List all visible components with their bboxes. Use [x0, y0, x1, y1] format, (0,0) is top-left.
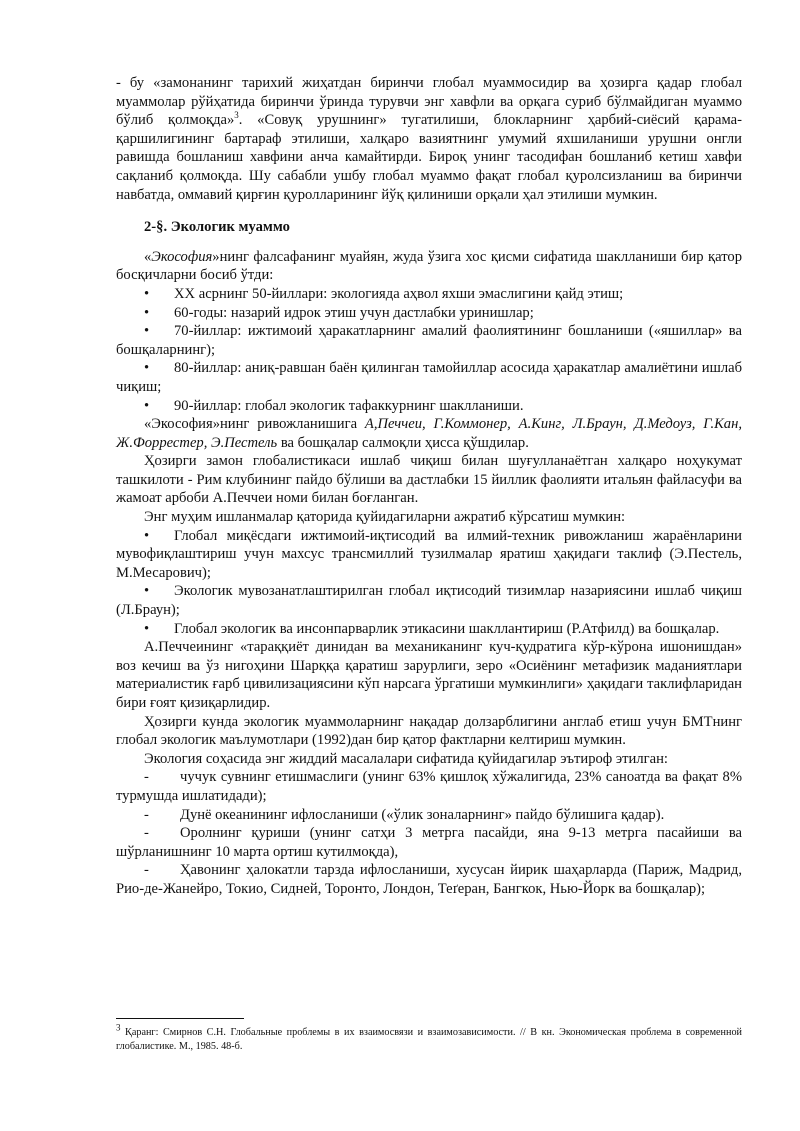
stage-text: 90-йиллар: глобал экологик тафаккурнинг шаклланиши.	[174, 397, 524, 414]
issues-intro: Экология соҳасида энг жиддий масалалари сифатида қуйидагилар эътироф этилган:	[144, 750, 668, 767]
bullet-icon: •	[144, 285, 150, 302]
section-title: 2-§. Экологик муаммо	[144, 219, 290, 236]
ecosophy-term: Экософия	[151, 248, 213, 265]
stage-text: 80-йиллар: аниқ-равшан баён қилинган тамойиллар асосида ҳаракатлар амалиётини ишлаб чиқиш;	[116, 360, 742, 395]
intro-text: - бу «замонанинг тарихий жиҳатдан биринчи глобал муаммосидир ва ҳозирга қадар глобал муаммолар рўйҳатида биринчи ўринда турувчи энг хавфли ва орқага суриб бўлмайдиган муаммо бўлиб қолмоқда»	[116, 75, 742, 129]
footnote-divider	[116, 1018, 244, 1019]
contributors-lead: «Экософия»нинг ривожланишига	[144, 416, 365, 433]
bullet-icon: •	[144, 397, 150, 414]
bullet-icon: •	[144, 620, 150, 637]
bullet-icon: •	[144, 527, 150, 544]
intro-paragraph	[116, 74, 742, 204]
contributors-tail: ва бошқалар салмоқли ҳисса қўшдилар.	[277, 434, 529, 451]
list-item	[116, 861, 742, 898]
issues-list	[116, 768, 742, 898]
issue-text: Ҳавонинг ҳалокатли тарзда ифлосланиши, хусусан йирик шаҳарларда (Париж, Мадрид, Рио-де-Жанейро, Токио, Сидней, Торонто, Лондон, Теґеран, Бангкок, Нью-Йорк ва бошқалар);	[116, 862, 742, 897]
list-item	[116, 359, 742, 396]
unep-paragraph: Ҳозирги кунда экологик муаммоларнинг нақадар долзарблигини англаб етиш учун БМТнинг глобал экологик маълумотлари (1992)дан бир қатор фактларни келтириш мумкин.	[116, 713, 742, 749]
list-item	[116, 397, 742, 416]
ecosophy-text: »нинг фалсафанинг муайян, жуда ўзига хос қисми сифатида шаклланиши бир қатор босқичларни босиб ўтди:	[116, 248, 742, 284]
dash-icon: -	[144, 806, 149, 823]
stages-list	[116, 285, 742, 415]
open-quote: «	[144, 248, 152, 265]
contributors-names: А,Печчеи, Г.Коммонер, А.Кинг, Л.Браун, Д.Медоуз, Г.Кан, Ж.Форрестер, Э.Пестель	[116, 416, 742, 451]
list-item	[116, 304, 742, 323]
stage-text: 70-йиллар: ижтимоий ҳаракатларнинг амалий фаолиятининг бошланиши («яшиллар» ва бошқаларнинг);	[116, 323, 742, 358]
work-text: Глобал экологик ва инсонпарварлик этикасини шакллантириш (Р.Атфилд) ва бошқалар.	[174, 620, 720, 637]
list-item	[116, 285, 742, 304]
list-item	[116, 620, 742, 639]
list-item	[116, 824, 742, 861]
dash-icon: -	[144, 825, 149, 842]
peccei-paragraph: А.Печчеининг «тараққиёт динидан ва механиканинг куч-қудратига кўр-кўрона ишонишдан» воз кечиш ва ўз нигоҳини Шарққа қаратиш зарурлиги, зеро «Осиёнинг метафизик маданиятлари материалистик ғарб цивилизациясини кўп нарсага ўргатиши мумкинлиги» ҳақидаги таклифларидан бири ғоят қизиқарлидир.	[116, 639, 742, 711]
issue-text: Оролнинг қуриши (унинг сатҳи 3 метрга пасайди, яна 9-13 метрга пасайиши ва шўрланишнинг 10 марта ортиш кутилмоқда),	[116, 825, 742, 860]
list-item	[116, 527, 742, 583]
footnote-mark: 3	[116, 1022, 121, 1033]
dash-icon: -	[144, 769, 149, 786]
intro-text-continued: . «Совуқ урушнинг» тугатилиши, блокларнинг ҳарбий-сиёсий қарама-қаршилигининг бартараф этилиши, халқаро вазиятнинг умумий яхшиланиши урушни онгли равишда бошланиш хавфини анча камайтирди. Бироқ унинг тасодифан бошланиб кетиш хавфи сақланиб қолмоқда. Шу сабабли ушбу глобал муаммо фақат глобал қуролсизланиш ва биринчи навбатда, оммавий қирғин қуролларининг йўқ қилиниши орқали ҳал этилиши мумкин.	[116, 112, 742, 203]
dash-icon: -	[144, 862, 149, 879]
document-body	[116, 74, 742, 899]
bullet-icon: •	[144, 583, 150, 600]
ecosophy-paragraph	[116, 248, 742, 285]
rome-club-paragraph: Ҳозирги замон глобалистикаси ишлаб чиқиш билан шуғулланаётган халқаро ноҳукумат ташкилоти - Рим клубининг пайдо бўлиши ва дастлабки 15 йиллик фаолияти итальян файласуфи ва жамоат арбоби А.Печчеи номи билан боғланган.	[116, 453, 742, 507]
stage-text: 60-годы: назарий идрок этиш учун дастлабки уринишлар;	[174, 304, 534, 321]
footnote-text: Қаранг: Смирнов С.Н. Глобальные проблемы в их взаимосвязи и взаимозависимости. // В кн. Экономическая проблема в современной глобалистике. М., 1985. 48-б.	[116, 1027, 742, 1052]
list-item	[116, 582, 742, 619]
bullet-icon: •	[144, 360, 150, 377]
works-list	[116, 527, 742, 639]
issue-text: Дунё океанининг ифлосланиши («ўлик зоналарнинг» пайдо бўлишига қадар).	[180, 806, 665, 823]
footnote-ref[interactable]: 3	[234, 110, 239, 121]
issue-text: чучук сувнинг етишмаслиги (унинг 63% қишлоқ хўжалигида, 23% саноатда ва фақат 8% турмушда ишлатидади);	[116, 769, 742, 804]
works-intro: Энг муҳим ишланмалар қаторида қуйидагиларни ажратиб кўрсатиш мумкин:	[144, 509, 626, 526]
bullet-icon: •	[144, 323, 150, 340]
list-item	[116, 768, 742, 805]
footnote	[116, 1022, 742, 1053]
list-item	[116, 806, 742, 825]
work-text: Экологик мувозанатлаштирилган глобал иқтисодий тизимлар назариясини ишлаб чиқиш (Л.Браун);	[116, 583, 742, 619]
contributors-paragraph	[116, 415, 742, 452]
stage-text: XX асрнинг 50-йиллари: экологияда аҳвол яхши эмаслигини қайд этиш;	[174, 285, 624, 302]
list-item	[116, 322, 742, 359]
work-text: Глобал миқёсдаги ижтимоий-иқтисодий ва илмий-техник ривожланиш жараёнларини мувофиқлаштириш учун махсус трансмиллий тузилмалар яратиш ҳақидаги таклиф (Э.Пестель, М.Месарович);	[116, 527, 742, 581]
bullet-icon: •	[144, 304, 150, 321]
